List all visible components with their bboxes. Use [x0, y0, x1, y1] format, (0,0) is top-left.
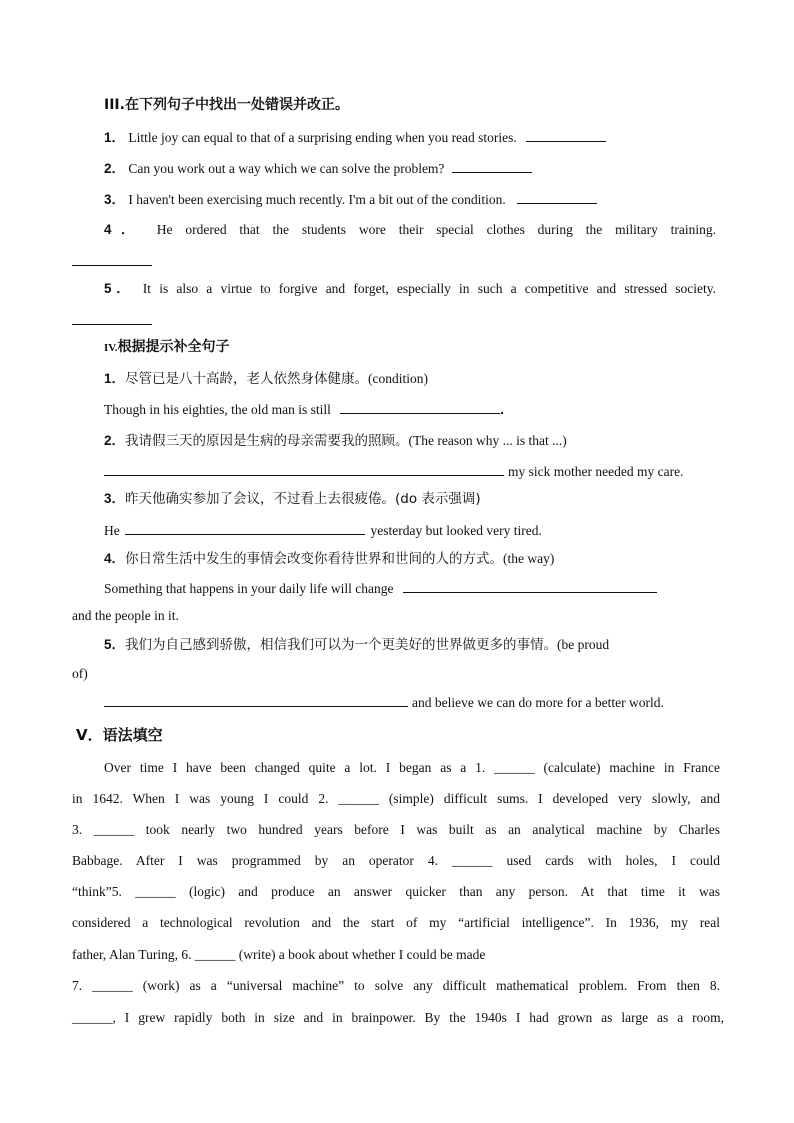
- s3-item-4: [104, 220, 716, 240]
- s4-item-2-prompt: [104, 431, 567, 451]
- s4-item-1-en: Though in his eighties, the old man is still: [104, 402, 331, 417]
- s4-item-5-num: 5．: [104, 637, 126, 652]
- s4-item-1-num: 1．: [104, 371, 126, 386]
- s3-item-5: [104, 279, 716, 299]
- s4-item-5-answer: [104, 692, 664, 713]
- s5-line-7: father, Alan Turing, 6. ______ (write) a book about whether I could be made: [72, 947, 486, 962]
- s5-line-1: Over time I have been changed quite a lot. I began as a 1. ______ (calculate) machine in France: [104, 760, 720, 775]
- section-5-title: V．语法填空: [76, 726, 163, 744]
- s4-item-2-en: my sick mother needed my care.: [508, 464, 684, 479]
- s4-item-5-hint-cont: of): [72, 666, 88, 681]
- s3-item-5-answer-line: [72, 310, 152, 331]
- s4-item-1-cn: 尽管已是八十高龄，老人依然身体健康。: [125, 371, 369, 387]
- s4-item-3-hint: (do 表示强调): [395, 491, 481, 507]
- answer-blank[interactable]: [104, 461, 504, 476]
- s3-item-2-num: 2．: [104, 161, 126, 176]
- section-4-roman: IV.: [104, 342, 118, 354]
- answer-blank[interactable]: [452, 158, 532, 173]
- s3-item-1: [104, 127, 606, 148]
- s5-line-2: in 1642. When I was young I could 2. ______ (simple) difficult sums. I developed very slowly, and: [72, 791, 720, 806]
- s4-item-4-answer: [104, 578, 657, 599]
- s4-item-5-cn: 我们为自己感到骄傲，相信我们可以为一个更美好的世界做更多的事情。: [125, 637, 558, 653]
- s4-item-3-prompt: [104, 489, 481, 509]
- s5-line-6: considered a technological revolution and the start of my “artificial intelligence”. In 1936, my real: [72, 915, 720, 930]
- s4-item-4-cn: 你日常生活中发生的事情会改变你看待世界和世间的人的方式。: [125, 551, 504, 567]
- s4-item-3-answer: [104, 520, 542, 541]
- s3-item-5-text: It is also a virtue to forgive and forget, especially in such a competitive and stressed society.: [142, 281, 716, 296]
- answer-blank[interactable]: [72, 310, 152, 325]
- s3-item-3-text: I haven't been exercising much recently. I'm a bit out of the condition.: [128, 192, 506, 207]
- s3-item-3: [104, 189, 597, 210]
- answer-blank[interactable]: [125, 520, 365, 535]
- s3-item-1-text: Little joy can equal to that of a surprising ending when you read stories.: [128, 130, 517, 145]
- s5-line-9: ______, I grew rapidly both in size and in brainpower. By the 1940s I had grown as large as a room,: [72, 1010, 724, 1025]
- s4-item-1-period: .: [500, 402, 505, 417]
- s3-item-4-num: 4．: [104, 222, 144, 237]
- answer-blank[interactable]: [72, 251, 152, 266]
- s4-item-5-hint: (be proud: [557, 637, 610, 652]
- answer-blank[interactable]: [526, 127, 606, 142]
- s4-item-5-en: and believe we can do more for a better world.: [412, 695, 664, 710]
- s4-item-2-num: 2．: [104, 433, 126, 448]
- s4-item-5-prompt: [104, 635, 609, 655]
- s3-item-4-text: He ordered that the students wore their special clothes during the military training.: [156, 222, 717, 237]
- s4-item-3-en-before: He: [104, 523, 120, 538]
- s4-item-1-hint: (condition): [368, 371, 429, 386]
- s3-item-5-num: 5．: [104, 281, 135, 296]
- s3-item-2-text: Can you work out a way which we can solve the problem?: [128, 161, 445, 176]
- answer-blank[interactable]: [340, 399, 500, 414]
- s5-line-4: Babbage. After I was programmed by an operator 4. ______ used cards with holes, I could: [72, 853, 720, 868]
- s4-item-2-hint: (The reason why ... is that ...): [408, 433, 567, 448]
- s4-item-3-cn: 昨天他确实参加了会议，不过看上去很疲倦。: [125, 491, 396, 507]
- s4-item-2-answer: [104, 461, 683, 482]
- answer-blank[interactable]: [403, 578, 657, 593]
- s4-item-3-num: 3．: [104, 491, 126, 506]
- answer-blank[interactable]: [104, 692, 408, 707]
- section-4-title: [104, 337, 230, 358]
- s4-item-2-cn: 我请假三天的原因是生病的母亲需要我的照顾。: [125, 433, 409, 449]
- s3-item-2: [104, 158, 532, 179]
- s4-item-4-num: 4．: [104, 551, 126, 566]
- s3-item-1-num: 1．: [104, 130, 126, 145]
- s3-item-4-answer-line: [72, 251, 152, 272]
- section-4-title-text: 根据提示补全句子: [117, 339, 230, 355]
- section-3-title: III.在下列句子中找出一处错误并改正。: [104, 97, 349, 113]
- s4-item-1-answer: [104, 399, 504, 420]
- s5-line-8: 7. ______ (work) as a “universal machine” to solve any difficult mathematical problem. From then 8.: [72, 978, 720, 993]
- s5-line-3: 3. ______ took nearly two hundred years before I was built as an analytical machine by Charles: [72, 822, 720, 837]
- s4-item-3-en-after: yesterday but looked very tired.: [370, 523, 542, 538]
- s4-item-4-answer-line2: and the people in it.: [72, 608, 179, 623]
- s3-item-3-num: 3．: [104, 192, 126, 207]
- s5-line-5: “think”5. ______ (logic) and produce an answer quicker than any person. At that time it was: [72, 884, 720, 899]
- s4-item-1-prompt: [104, 369, 428, 389]
- s4-item-4-hint: (the way): [503, 551, 555, 566]
- answer-blank[interactable]: [517, 189, 597, 204]
- s4-item-4-prompt: [104, 549, 554, 569]
- s4-item-4-en: Something that happens in your daily life will change: [104, 581, 394, 596]
